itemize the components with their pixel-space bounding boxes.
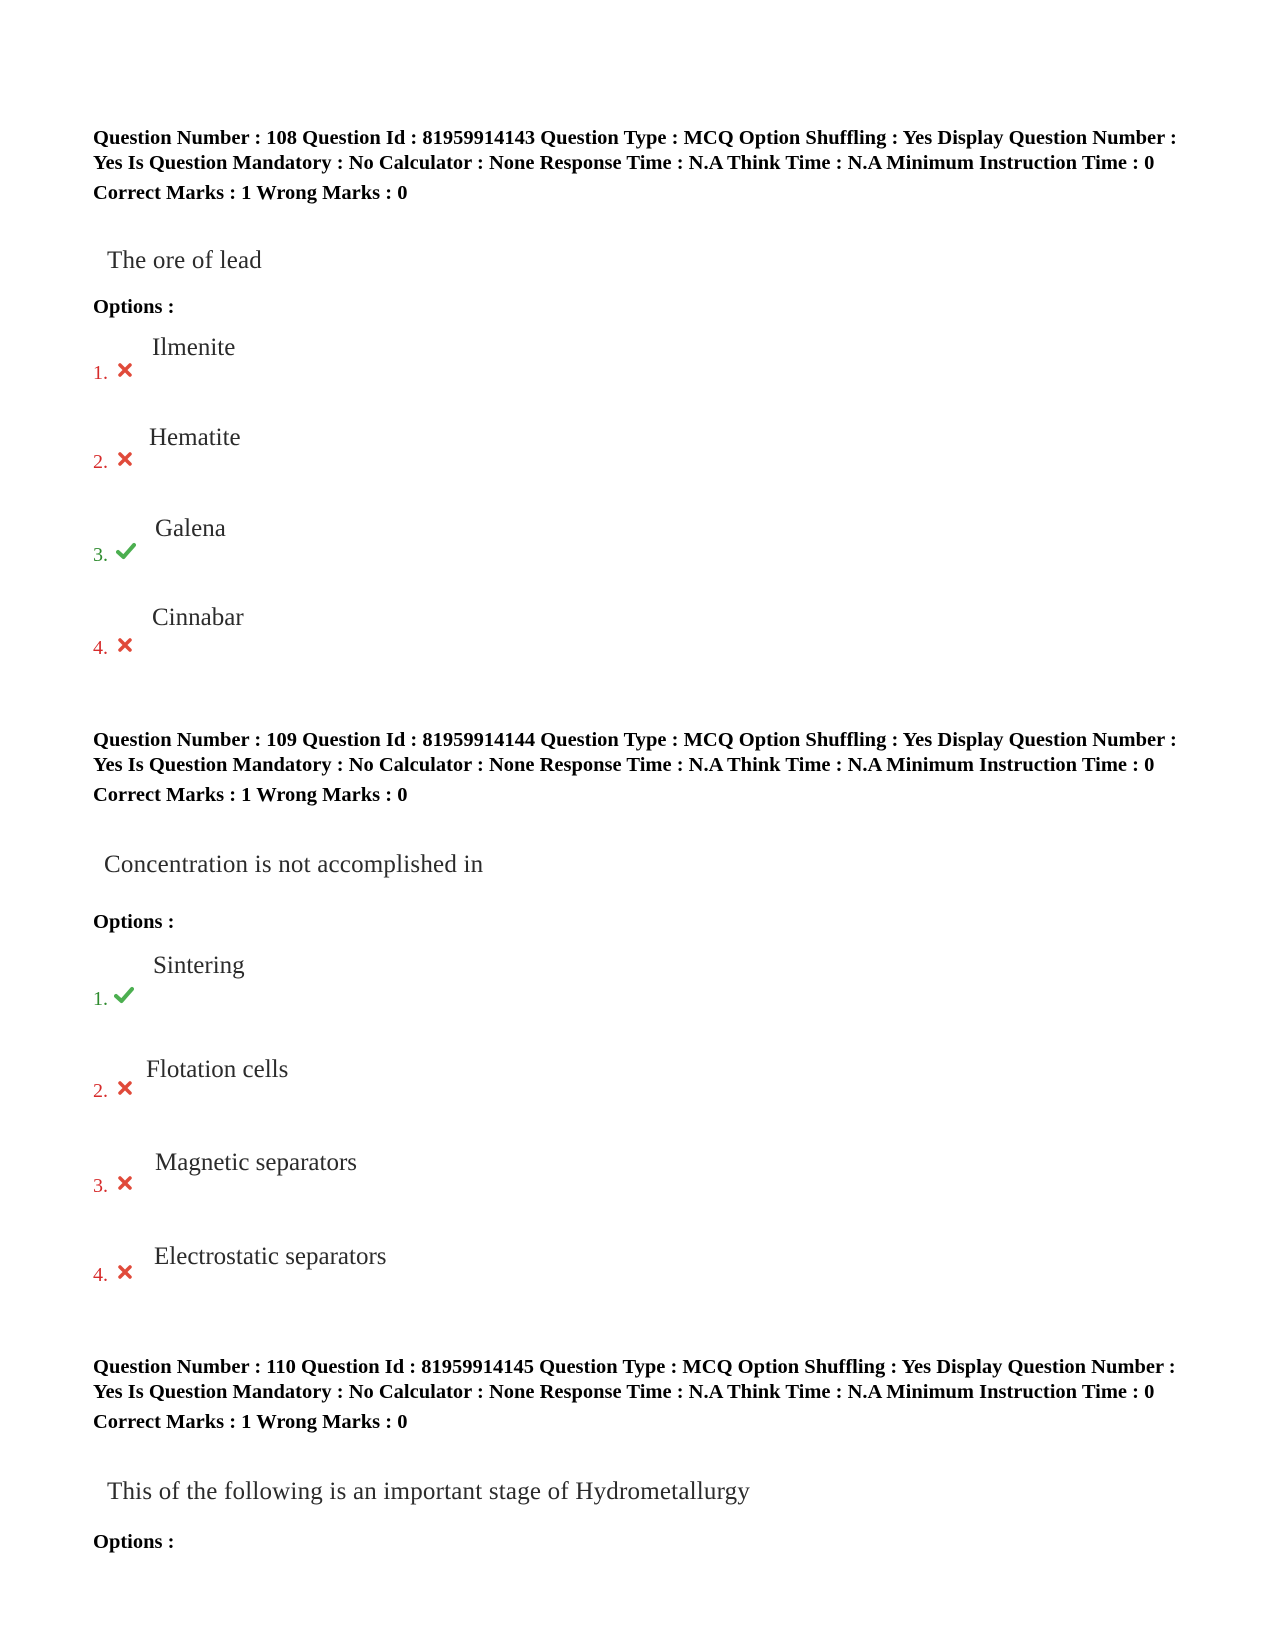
option-text: Magnetic separators xyxy=(155,1149,358,1176)
wrong-cross-icon xyxy=(117,637,133,653)
question-meta: Question Number : 110 Question Id : 81959914145 Question Type : MCQ Option Shuffling : Yes Display Question Number : Yes Is Question Mandatory : No Calculator : None Response Time : N.A Think Time : N.A Minimum Instruction Time : 0 xyxy=(93,1356,1176,1403)
options-label: Options : xyxy=(93,1531,175,1553)
option-text: Sintering xyxy=(153,952,245,979)
option-text: Galena xyxy=(155,515,226,542)
option-number: 2. xyxy=(93,451,108,473)
question-109-header xyxy=(93,728,1183,807)
wrong-cross-icon xyxy=(117,1264,133,1280)
option-number: 4. xyxy=(93,1264,108,1286)
question-marks: Correct Marks : 1 Wrong Marks : 0 xyxy=(93,182,408,204)
question-marks: Correct Marks : 1 Wrong Marks : 0 xyxy=(93,784,408,806)
wrong-cross-icon xyxy=(117,451,133,467)
question-meta: Question Number : 108 Question Id : 81959914143 Question Type : MCQ Option Shuffling : Yes Display Question Number : Yes Is Question Mandatory : No Calculator : None Response Time : N.A Think Time : N.A Minimum Instruction Time : 0 xyxy=(93,127,1177,174)
options-label: Options : xyxy=(93,911,175,933)
option-text: Electrostatic separators xyxy=(154,1243,387,1270)
wrong-cross-icon xyxy=(117,1175,133,1191)
option-text: Cinnabar xyxy=(152,604,244,631)
option-number: 1. xyxy=(93,988,108,1010)
options-label: Options : xyxy=(93,296,175,318)
option-number: 2. xyxy=(93,1080,108,1102)
correct-check-icon xyxy=(116,542,136,560)
question-meta: Question Number : 109 Question Id : 81959914144 Question Type : MCQ Option Shuffling : Yes Display Question Number : Yes Is Question Mandatory : No Calculator : None Response Time : N.A Think Time : N.A Minimum Instruction Time : 0 xyxy=(93,729,1177,776)
option-text: Hematite xyxy=(149,424,241,451)
option-number: 3. xyxy=(93,544,108,566)
question-text: The ore of lead xyxy=(107,247,263,274)
correct-check-icon xyxy=(114,986,134,1004)
option-text: Flotation cells xyxy=(146,1056,289,1083)
option-number: 3. xyxy=(93,1175,108,1197)
question-marks: Correct Marks : 1 Wrong Marks : 0 xyxy=(93,1411,408,1433)
option-number: 1. xyxy=(93,362,108,384)
wrong-cross-icon xyxy=(117,1080,133,1096)
question-text: Concentration is not accomplished in xyxy=(104,851,484,878)
option-number: 4. xyxy=(93,637,108,659)
wrong-cross-icon xyxy=(117,362,133,378)
option-text: Ilmenite xyxy=(152,334,236,361)
question-110-header xyxy=(93,1355,1183,1434)
question-text: This of the following is an important stage of Hydrometallurgy xyxy=(107,1478,751,1505)
question-108-header xyxy=(93,126,1183,205)
